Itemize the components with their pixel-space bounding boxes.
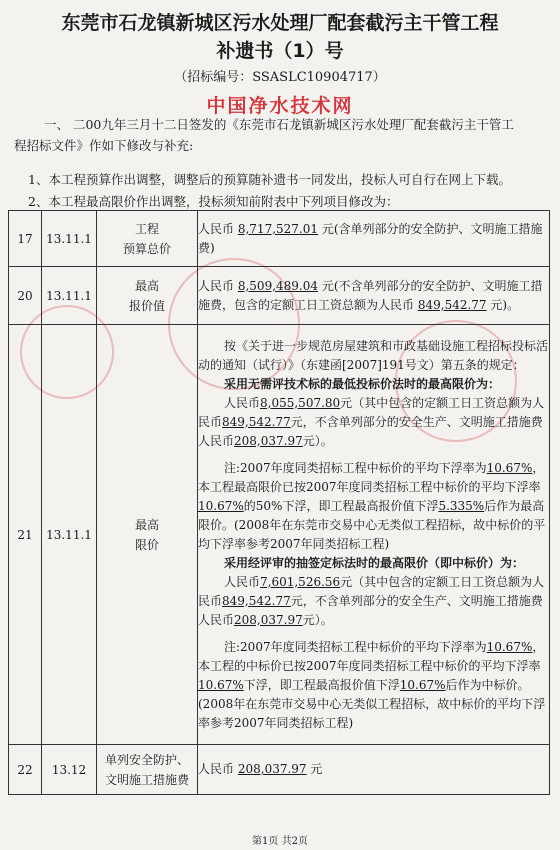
text: 元)。 [490, 297, 520, 312]
amount: 208,037.97 [234, 612, 303, 627]
row-section: 13.11.1 [42, 325, 97, 745]
text: 人民币 [198, 278, 235, 293]
paragraph [198, 394, 549, 451]
row-section: 13.12 [42, 745, 97, 795]
table-row [9, 325, 550, 745]
row-number: 20 [9, 267, 42, 325]
intro-line-2: 程招标文件》作如下修改与补充: [14, 138, 194, 153]
text: 注:2007年度同类招标工程中标价的平均下浮率为 [224, 460, 487, 475]
row-section: 13.11.1 [42, 211, 97, 267]
watermark: 中国净水技术网 [206, 95, 354, 117]
amount: 8,055,507.80 [260, 395, 341, 410]
text: ，本工程的中标价已按2007年度同类招标工程中标价的平均下浮率 [198, 639, 545, 673]
row-content [198, 745, 550, 795]
text: 元 [310, 762, 323, 776]
subheading: 采用经评审的抽签定标法时的最高限价（即中标价）为： [224, 555, 525, 570]
rate: 5.335% [438, 498, 485, 513]
document-subtitle: 补遗书（1）号 [216, 40, 344, 62]
rate: 10.67% [486, 460, 533, 475]
paragraph [198, 573, 549, 630]
text: 人民币 [198, 762, 235, 776]
amount: 849,542.77 [222, 593, 291, 608]
row-item-name-line: 最高 [134, 517, 159, 532]
text: 元(含单列部分的安全防护、文明施工措施费) [198, 221, 543, 255]
row-item-name [97, 745, 198, 795]
table-row [9, 211, 550, 267]
rate: 10.67% [399, 677, 446, 692]
amendment-table [8, 210, 550, 795]
table-row [9, 267, 550, 325]
text: 元(不含单列部分的安全防护、文明施工措施费，包含的定额工日工资总额为人民币 [198, 278, 543, 312]
text: 后作为最高限价。(2008年在东莞市交易中心无类似工程招标，故中标价的平均下浮率参考2007年同类招标工程) [198, 498, 546, 551]
amount: 8,509,489.04 [237, 278, 318, 293]
note [198, 638, 549, 733]
row-number: 17 [9, 211, 42, 267]
amendment-item-2: 2、本工程最高限价作出调整，投标须知前附表中下列项目修改为： [28, 194, 399, 209]
row-content [198, 211, 550, 267]
amount: 7,601,526.56 [260, 574, 341, 589]
tender-number: （招标编号：SSASLC10904717） [174, 70, 386, 85]
row-item-name-line: 报价值 [128, 298, 165, 313]
row-item-name-line: 单列安全防护、 [104, 752, 189, 767]
text: 后作为中标价。(2008年在东莞市交易中心无类似工程招标，故中标价的平均下浮率参考2007年同类招标工程) [198, 677, 546, 730]
row-item-name-line: 预算总价 [122, 241, 171, 256]
rate: 10.67% [486, 639, 533, 654]
row-item-name [97, 211, 198, 267]
text: 元）。 [302, 612, 333, 627]
row-content [198, 267, 550, 325]
row-number: 22 [9, 745, 42, 795]
text: 注:2007年度同类招标工程中标价的平均下浮率为 [224, 639, 487, 654]
text: 元，不含单列部分的安全生产、文明施工措施费人民币 [198, 593, 543, 627]
text: ，本工程最高限价已按2007年度同类招标工程中标价的平均下浮率 [198, 460, 545, 494]
subheading: 采用无需评技术标的最低投标价法时的最高限价为： [224, 376, 501, 391]
row-item-name [97, 267, 198, 325]
row-item-name-line: 最高 [134, 278, 159, 293]
text: 元（其中包含的定额工日工资总额为人民币 [198, 574, 545, 608]
intro-line-1: 一、 二00九年三月十二日签发的《东莞市石龙镇新城区污水处理厂配套截污主干管工 [44, 117, 514, 132]
amount: 208,037.97 [237, 762, 307, 776]
text: 元（其中包含的定额工日工资总额为人民币 [198, 395, 545, 429]
amount: 849,542.77 [417, 297, 487, 312]
document-title: 东莞市石龙镇新城区污水处理厂配套截污主干管工程 [61, 12, 499, 34]
text: 元）。 [302, 433, 333, 448]
note [198, 459, 549, 554]
row-item-name-line: 文明施工措施费 [104, 772, 189, 787]
text: 人民币 [198, 221, 235, 236]
text: 元，不含单列部分的安全生产、文明施工措施费人民币 [198, 414, 543, 448]
row-number: 21 [9, 325, 42, 745]
text: 的50%下浮，即工程最高报价值下浮 [243, 498, 439, 513]
row-content [198, 325, 550, 745]
row-item-name-line: 限价 [134, 537, 159, 552]
page-number: 第1页 共2页 [252, 836, 308, 847]
text: 人民币 [224, 395, 261, 410]
rate: 10.67% [198, 498, 244, 513]
text: 下浮，即工程最高报价值下浮 [243, 677, 400, 692]
amount: 208,037.97 [234, 433, 303, 448]
amount: 8,717,527.01 [237, 221, 318, 236]
table-row [9, 745, 550, 795]
amount: 849,542.77 [222, 414, 291, 429]
row-item-name-line: 工程 [134, 221, 159, 236]
row-item-name [97, 325, 198, 745]
row-section: 13.11.1 [42, 267, 97, 325]
paragraph: 按《关于进一步规范房屋建筑和市政基础设施工程招标投标活动的通知（试行）》（东建函[2007]191号文）第五条的规定： [198, 338, 549, 372]
amendment-item-1: 1、本工程预算作出调整，调整后的预算随补遗书一同发出，投标人可自行在网上下载。 [28, 172, 511, 187]
text: 人民币 [224, 574, 261, 589]
rate: 10.67% [198, 677, 244, 692]
